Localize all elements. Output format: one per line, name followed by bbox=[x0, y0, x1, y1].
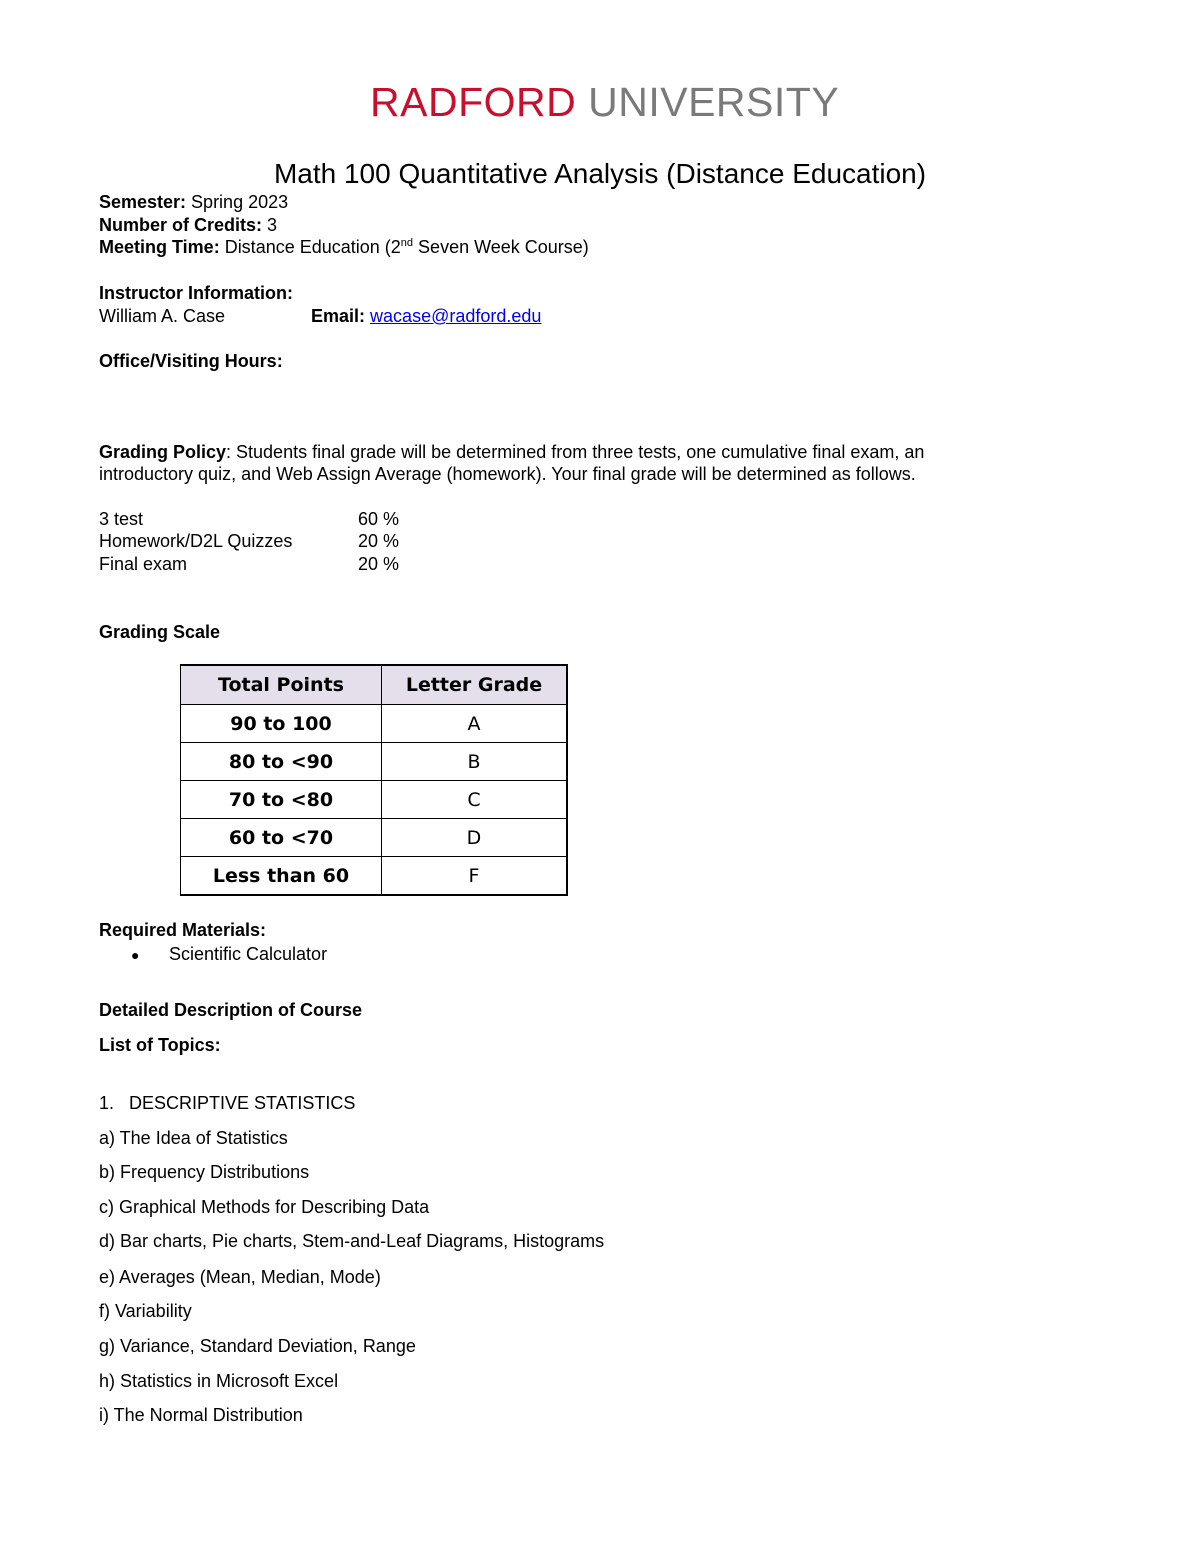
topic-item: f) Variability bbox=[99, 1301, 192, 1321]
topic-item: b) Frequency Distributions bbox=[99, 1162, 310, 1182]
column-header: Total Points bbox=[181, 665, 382, 705]
weight-item: Homework/D2L Quizzes bbox=[99, 531, 293, 551]
table-row bbox=[181, 857, 568, 896]
table-row bbox=[181, 781, 568, 819]
total-points-cell: 80 to <90 bbox=[181, 743, 382, 781]
materials-heading: Required Materials: bbox=[99, 920, 267, 940]
topics-heading: List of Topics: bbox=[99, 1035, 221, 1055]
letter-grade-cell: D bbox=[382, 819, 568, 857]
letter-grade-cell: A bbox=[382, 705, 568, 743]
bullet-icon: ● bbox=[131, 947, 140, 963]
instructor-email-line: Email: wacase@radford.edu bbox=[311, 306, 542, 326]
total-points-cell: 60 to <70 bbox=[181, 819, 382, 857]
instructor-heading: Instructor Information: bbox=[99, 283, 293, 303]
university-logo: RADFORD UNIVERSITY bbox=[370, 79, 840, 125]
email-link[interactable]: wacase@radford.edu bbox=[370, 306, 542, 326]
topic-item: h) Statistics in Microsoft Excel bbox=[99, 1371, 339, 1391]
page-title: Math 100 Quantitative Analysis (Distance Education) bbox=[273, 158, 927, 189]
instructor-name: William A. Case bbox=[99, 306, 226, 326]
semester-line: Semester: Spring 2023 bbox=[99, 192, 289, 212]
table-row bbox=[181, 705, 568, 743]
letter-grade-cell: F bbox=[382, 857, 568, 896]
weight-percent: 20 % bbox=[358, 554, 400, 574]
topic-item: d) Bar charts, Pie charts, Stem-and-Leaf Diagrams, Histograms bbox=[99, 1231, 605, 1251]
credits-line: Number of Credits: 3 bbox=[99, 215, 278, 235]
letter-grade-cell: B bbox=[382, 743, 568, 781]
table-row bbox=[181, 819, 568, 857]
column-header: Letter Grade bbox=[382, 665, 568, 705]
topic-section: 1. DESCRIPTIVE STATISTICS bbox=[99, 1093, 356, 1113]
topic-item: a) The Idea of Statistics bbox=[99, 1128, 288, 1148]
topic-item: i) The Normal Distribution bbox=[99, 1405, 303, 1425]
grading-policy-line2: introductory quiz, and Web Assign Average (homework). Your final grade will be determined as follows. bbox=[99, 464, 916, 484]
topic-item: g) Variance, Standard Deviation, Range bbox=[99, 1336, 416, 1356]
topic-item: c) Graphical Methods for Describing Data bbox=[99, 1197, 430, 1217]
meeting-time-line: Meeting Time: Distance Education (2nd Seven Week Course) bbox=[99, 237, 589, 257]
total-points-cell: 90 to 100 bbox=[181, 705, 382, 743]
description-heading: Detailed Description of Course bbox=[99, 1000, 363, 1020]
table-row bbox=[181, 743, 568, 781]
letter-grade-cell: C bbox=[382, 781, 568, 819]
grading-scale-heading: Grading Scale bbox=[99, 622, 221, 642]
office-hours-heading: Office/Visiting Hours: bbox=[99, 351, 283, 371]
total-points-cell: 70 to <80 bbox=[181, 781, 382, 819]
table-header-row bbox=[181, 665, 568, 705]
weight-percent: 60 % bbox=[358, 509, 400, 529]
topic-item: e) Averages (Mean, Median, Mode) bbox=[99, 1267, 381, 1287]
grading-scale-table bbox=[180, 664, 568, 896]
total-points-cell: Less than 60 bbox=[181, 857, 382, 896]
weight-percent: 20 % bbox=[358, 531, 400, 551]
weight-item: Final exam bbox=[99, 554, 188, 574]
materials-item: Scientific Calculator bbox=[169, 944, 328, 964]
weight-item: 3 test bbox=[99, 509, 144, 529]
grading-policy-line1: Grading Policy: Students final grade will be determined from three tests, one cumulative final exam, an bbox=[99, 442, 925, 462]
